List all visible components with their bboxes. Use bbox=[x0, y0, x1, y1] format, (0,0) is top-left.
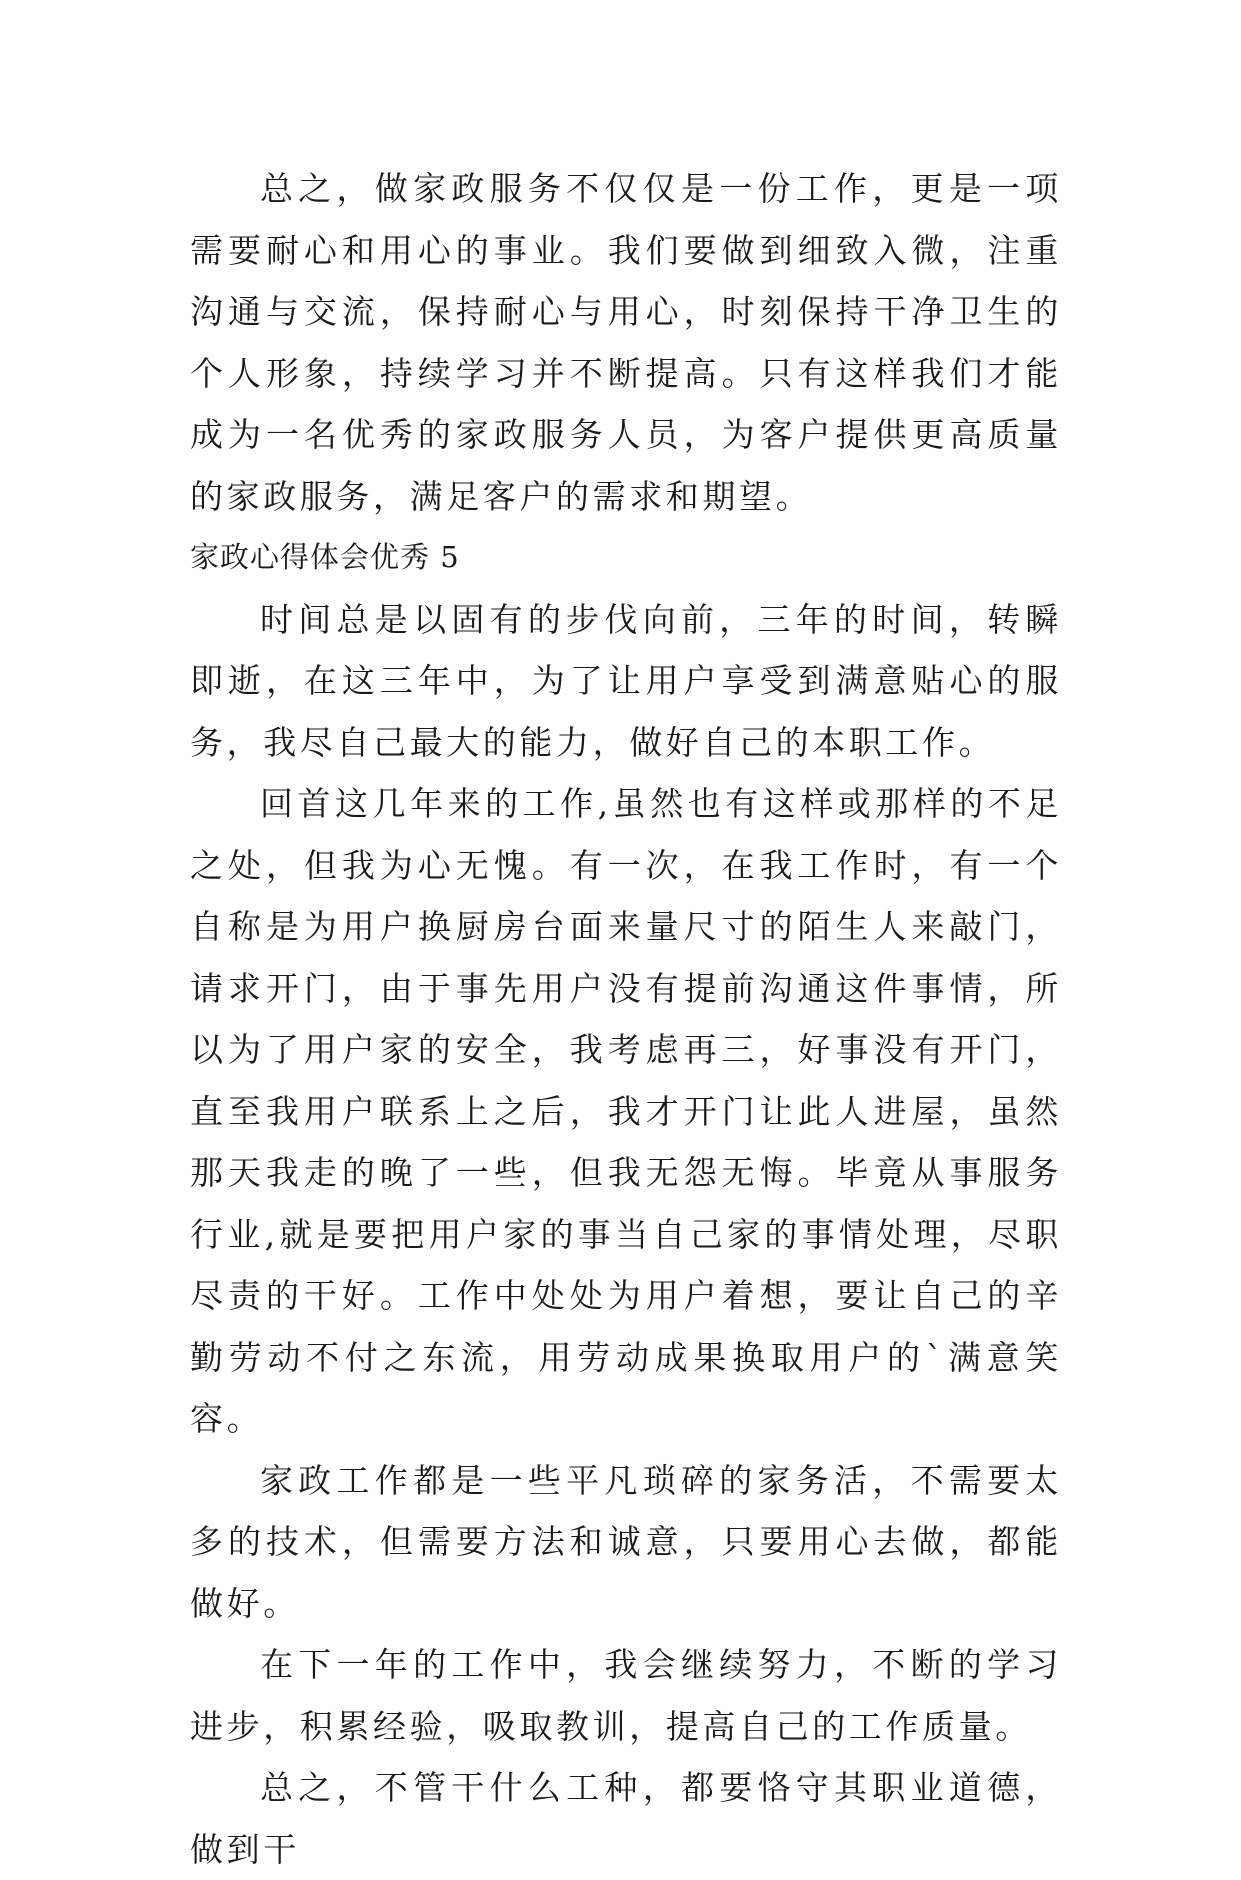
section-heading-5: 家政心得体会优秀 5 bbox=[190, 540, 460, 574]
document-body bbox=[190, 158, 1062, 1880]
paragraph-housework-nature: 家政工作都是一些平凡琐碎的家务活，不需要太多的技术，但需要方法和诚意，只要用心去做，都能做好。 bbox=[190, 1460, 1062, 1623]
paragraph-conclusion-5: 总之，不管干什么工种，都要恪守其职业道德，做到干 bbox=[190, 1768, 1062, 1869]
paragraph-conclusion-4: 总之，做家政服务不仅仅是一份工作，更是一项需要耐心和用心的事业。我们要做到细致入微，注重沟通与交流，保持耐心与用心，时刻保持干净卫生的个人形象，持续学习并不断提高。只有这样我们才能成为一名优秀的家政服务人员，为客户提供更高质量的家政服务，满足客户的需求和期望。 bbox=[190, 169, 1062, 516]
paragraph-next-year: 在下一年的工作中，我会继续努力，不断的学习进步，积累经验，吸取教训，提高自己的工作质量。 bbox=[190, 1645, 1062, 1746]
paragraph-time-passes: 时间总是以固有的步伐向前，三年的时间，转瞬即逝，在这三年中，为了让用户享受到满意贴心的服务，我尽自己最大的能力，做好自己的本职工作。 bbox=[190, 599, 1062, 762]
paragraph-looking-back: 回首这几年来的工作,虽然也有这样或那样的不足之处，但我为心无愧。有一次，在我工作时，有一个自称是为用户换厨房台面来量尺寸的陌生人来敲门，请求开门，由于事先用户没有提前沟通这件事情，所以为了用户家的安全，我考虑再三，好事没有开门，直至我用户联系上之后，我才开门让此人进屋，虽然那天我走的晚了一些，但我无怨无悔。毕竟从事服务行业,就是要把用户家的事当自己家的事情处理，尽职尽责的干好。工作中处处为用户着想，要让自己的辛勤劳动不付之东流，用劳动成果换取用户的`满意笑容。 bbox=[190, 784, 1062, 1438]
